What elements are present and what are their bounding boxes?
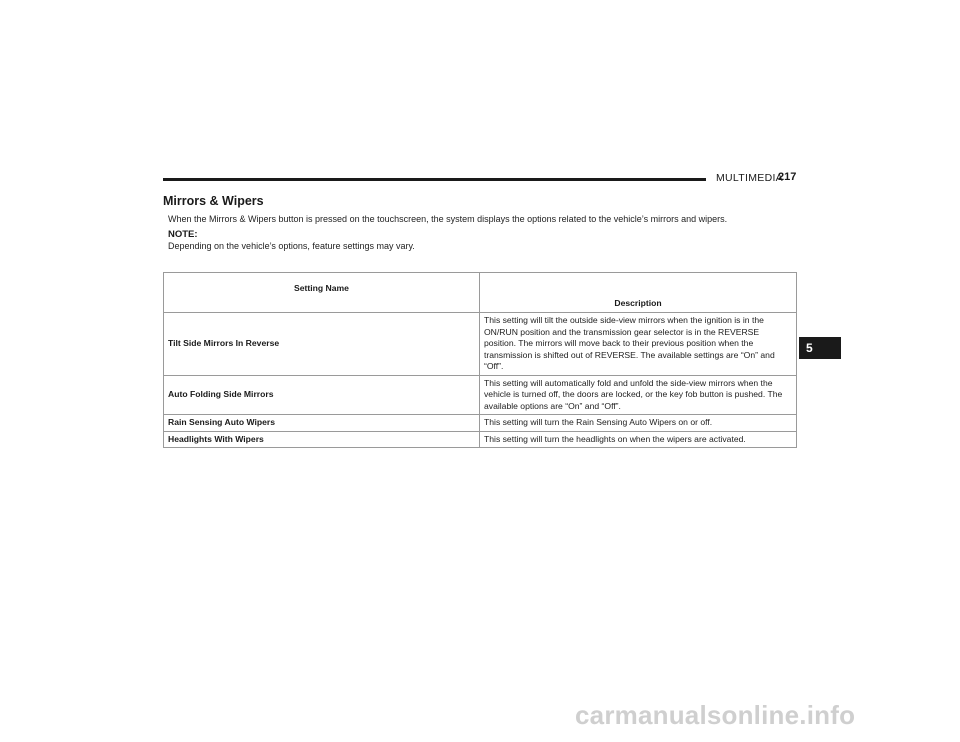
setting-name-cell: Headlights With Wipers	[164, 431, 480, 448]
watermark: carmanualsonline.info	[575, 700, 856, 730]
setting-description-cell: This setting will turn the Rain Sensing Auto Wipers on or off.	[480, 415, 797, 432]
note-text: Depending on the vehicle’s options, feature settings may vary.	[168, 241, 415, 251]
setting-name-cell: Rain Sensing Auto Wipers	[164, 415, 480, 432]
table-row	[164, 313, 797, 376]
page-title: Mirrors & Wipers	[163, 194, 264, 208]
setting-name-cell: Tilt Side Mirrors In Reverse	[164, 313, 480, 376]
column-header-description: Description	[480, 273, 797, 313]
setting-description-cell: This setting will turn the headlights on when the wipers are activated.	[480, 431, 797, 448]
table-row	[164, 431, 797, 448]
header-rule	[163, 178, 706, 181]
setting-name-cell: Auto Folding Side Mirrors	[164, 375, 480, 415]
page-number: 217	[778, 171, 797, 183]
setting-description-cell: This setting will automatically fold and unfold the side-view mirrors when the vehicle is turned off, the doors are locked, or the key fob button is pushed. The available options are “On” and “Off”.	[480, 375, 797, 415]
section-name: MULTIMEDIA	[716, 172, 783, 184]
chapter-tab: 5	[799, 337, 841, 359]
setting-description-cell: This setting will tilt the outside side-view mirrors when the ignition is in the ON/RUN position and the transmission gear selector is in the REVERSE position. The mirrors will move back to their previous position when the transmission is shifted out of REVERSE. The available settings are “On” and “Off”.	[480, 313, 797, 376]
column-header-setting-name: Setting Name	[164, 273, 480, 313]
intro-paragraph: When the Mirrors & Wipers button is pressed on the touchscreen, the system displays the options related to the vehicle’s mirrors and wipers.	[168, 214, 728, 224]
settings-table	[163, 272, 797, 448]
table-header-row	[164, 273, 797, 313]
table-row	[164, 375, 797, 415]
note-label: NOTE:	[168, 229, 198, 240]
table-row	[164, 415, 797, 432]
